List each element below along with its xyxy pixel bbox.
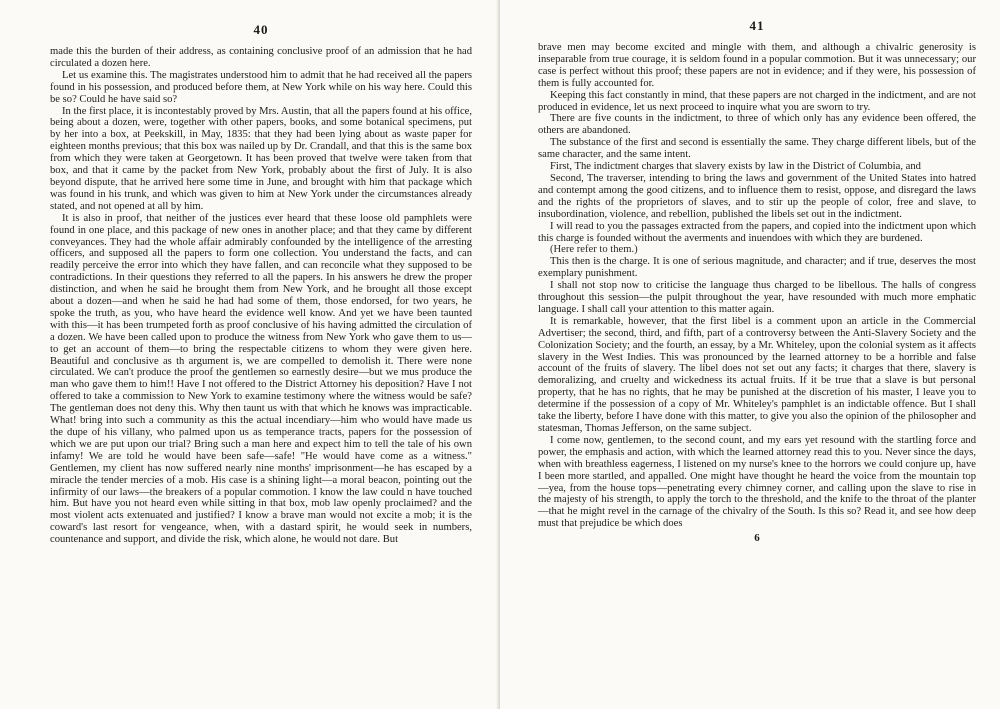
paragraph: The substance of the first and second is essentially the same. They charge different libels, but of the same character, and the same intent. bbox=[538, 137, 976, 161]
paragraph: First, The indictment charges that slavery exists by law in the District of Columbia, and bbox=[550, 161, 921, 173]
paragraph: Let us examine this. The magistrates understood him to admit that he had received all the papers found in his possession, and produced before them, at New York while on his way here. Could this be so? Could he have said so? bbox=[50, 69, 472, 105]
paragraph: There are five counts in the indictment, to three of which only has any evidence been offered, the others are abandoned. bbox=[538, 113, 976, 137]
paragraph: It is remarkable, however, that the first libel is a comment upon an article in the Commercial Advertiser; the second, third, and fifth, part of a controversy between the Anti-Slavery Society and the Colonization Society; and the fourth, an essay, by a Mr. Whiteley, upon the colonial system as it affects slavery in the West Indies. This was pronounced by the learned attorney to be a horrible and false account of the fruits of slavery. The libel does not set out any facts; it charges that there, slavery is demoralizing, and cruelty and wickedness its actual fruits. If it be true that a slave is but personal property, that he has no rights, that he may be punished at the discretion of his master, I leave you to determine if the possession of a copy of Mr. Whiteley's pamphlet is an indictable offence. But I shall take the liberty, before I have done with this matter, to give you also the opinion of the philosopher and statesman, Thomas Jefferson, on the same subject. bbox=[538, 315, 976, 434]
paragraph: I come now, gentlemen, to the second count, and my ears yet resound with the startling force and power, the emphasis and action, with which the learned attorney read this to you. Never since the days, when with breathless eagerness, I listened on my nurse's knee to the horrors we could conjure up, have I been more startled, and appalled. One might have thought he heard the voice from the mountain top—yea, from the house tops—penetrating every chimney corner, and calling upon the slave to rise in the majesty of his strength, to apply the torch to the threshold, and the knife to the throat of the planter—that he might revel in the carnage of the chivalry of the South. Is this so? Read it, and see how deep must that prejudice be which does bbox=[538, 434, 976, 530]
paragraph: This then is the charge. It is one of serious magnitude, and character; and if true, deserves the most exemplary punishment. bbox=[538, 256, 976, 280]
paragraph: It is also in proof, that neither of the justices ever heard that these loose old pamphlets were found in one place, and this package of new ones in another place; and that they came by different conveyances. They had the whole affair admirably confounded by the intelligence of the arresting officers, and supposed all the papers to form one collection. You understand the facts, and can readily perceive the error into which they have fallen, and can reconcile what they supposed to be contradictions. In their questions they referred to all the papers. In his answers he drew the proper distinction, and when he said he brought them from New York, and he brought all those except about a dozen—and when he said he had had some of them, those endorsed, for two years, he spoke the truth, as you, who have heard the evidence well know. And yet we have been taunted with this—it has been trumpeted forth as proof conclusive of his having admitted the circulation of a dozen. We have been called upon to produce the witness from New York who gave them to us—to get an account of them—to bring the respectable citizens to whom they were given here. Beautiful and conclusive as th argument is, we are compelled to demolish it. There were none circulated. We can't produce the proof the gentlemen so earnestly desire—but we mus produce the man who gave them to him!! Have I not offered to the District Attorney his deposition? Have I not offered to take a commission to New York to examine testimony where the witness would be safe? The gentleman does not deny this. Why then taunt us with that which he knows was impracticable. What! bring into such a community as this the actual incendiary—him who would have made us the dupe of his villany, who palmed upon us as temperance tracts, papers for the possession of which we are put upon our trial? Bring such a man here and expect him to tell the tale of his own infamy! We are told he would have been safe—safe! "He would have come as a witness." Gentlemen, my client has now suffered nearly nine months' imprisonment—he has escaped by a miracle the tender mercies of a mob. His case is a shining light—a moral beacon, pointing out the infirmity of our laws—the breakers of a popular commotion. I know the law could n have touched him. But have you not heard even while sitting in that box, mob law openly proclaimed? and the most violent acts extenuated and justified? I know a brave man would not excite a mob; it is the coward's last resort for vengeance, when, with a dastard spirit, he would seek in numbers, countenance and support, and divide the risk, which alone, he would not dare. But bbox=[50, 212, 472, 546]
paragraph: Second, The traverser, intending to bring the laws and government of the United States into hatred and contempt among the good citizens, and to influence them to resist, oppose, and disregard the laws and the rights of the proprietors of slaves, and to stir up the people of color, free and slave, to insubordination, violence, and rebellion, published the libels set out in the indictment. bbox=[538, 172, 976, 220]
paragraph: (Here refer to them.) bbox=[550, 244, 638, 256]
paragraph: I will read to you the passages extracted from the papers, and copied into the indictment upon which this charge is founded without the averments and inuendoes with which they are burdened. bbox=[538, 220, 976, 244]
paragraph: In the first place, it is incontestably proved by Mrs. Austin, that all the papers found at his office, being about a dozen, were, together with other papers, books, and some botanical specimens, put by her into a box, at Peekskill, in May, 1835: that they had been lying about as waste paper for eighteen months previous; that this box was nailed up by Dr. Crandall, and that this is the same box from which they were taken at Georgetown. It has been proved that twelve were taken from that box, and that it came by the packet from New York, probably about the first of July. It is also beyond dispute, that he arrived here some time in June, and brought with him that package which was found in his trunk, and which was given to him at New York under the circumstances already stated, and not opened at all by him. bbox=[50, 105, 472, 212]
signature-mark: 6 bbox=[754, 532, 760, 545]
left-page-text bbox=[50, 46, 472, 546]
paragraph: Keeping this fact constantly in mind, that these papers are not charged in the indictment, and are not produced in evidence, let us next proceed to inquire what you are sworn to try. bbox=[538, 89, 976, 113]
page-number-left: 40 bbox=[253, 22, 269, 37]
paragraph: brave men may become excited and mingle with them, and although a chivalric generosity is inseparable from true courage, it is seldom found in a popular commotion. But it was unnecessary; our case is perfect without this proof; these papers are not in evidence; and if they were, his possession of them is fully accounted for. bbox=[538, 42, 976, 89]
paragraph: I shall not stop now to criticise the language thus charged to be libellous. The halls of congress throughout this session—the pulpit throughout the year, have resounded with much more emphatic language. I shall call your attention to this matter again. bbox=[538, 280, 976, 315]
paragraph: made this the burden of their address, as containing conclusive proof of an admission that he had circulated a dozen here. bbox=[50, 46, 472, 69]
right-page-text bbox=[538, 42, 976, 530]
right-page bbox=[500, 0, 1000, 709]
page-number-right: 41 bbox=[749, 18, 765, 33]
